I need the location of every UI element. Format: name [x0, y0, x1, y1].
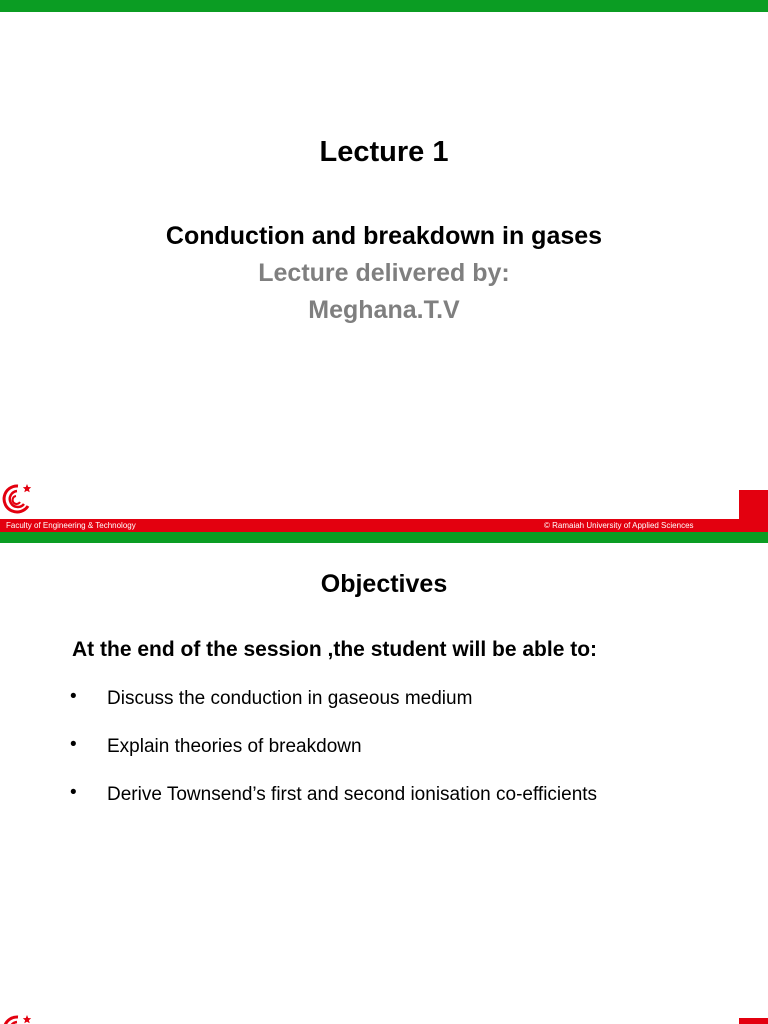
objectives-intro: At the end of the session ,the student will be able to:: [72, 638, 598, 661]
footer-red-tab: [739, 1018, 768, 1024]
bullet-icon: •: [70, 734, 77, 755]
delivered-by-label: Lecture delivered by:: [258, 259, 510, 287]
author-name: Meghana.T.V: [308, 296, 460, 324]
footer-faculty-text: Faculty of Engineering & Technology: [6, 521, 136, 530]
footer-copyright-text: © Ramaiah University of Applied Sciences: [544, 521, 694, 530]
ramaiah-logo-icon: [2, 1013, 32, 1024]
bullet-icon: •: [70, 782, 77, 803]
objectives-slide: [0, 543, 768, 1024]
lecture-title: Lecture 1: [319, 136, 449, 168]
objective-text: Discuss the conduction in gaseous medium: [107, 688, 473, 709]
bullet-icon: •: [70, 686, 77, 707]
objective-text: Derive Townsend’s first and second ionisation co-efficients: [107, 784, 598, 805]
top-green-bar: [0, 0, 768, 12]
objective-text: Explain theories of breakdown: [107, 736, 362, 757]
objectives-title: Objectives: [320, 570, 448, 598]
lecture-subtitle: Conduction and breakdown in gases: [165, 222, 603, 250]
bottom-green-bar: [0, 532, 768, 543]
ramaiah-logo-icon: [2, 482, 32, 516]
